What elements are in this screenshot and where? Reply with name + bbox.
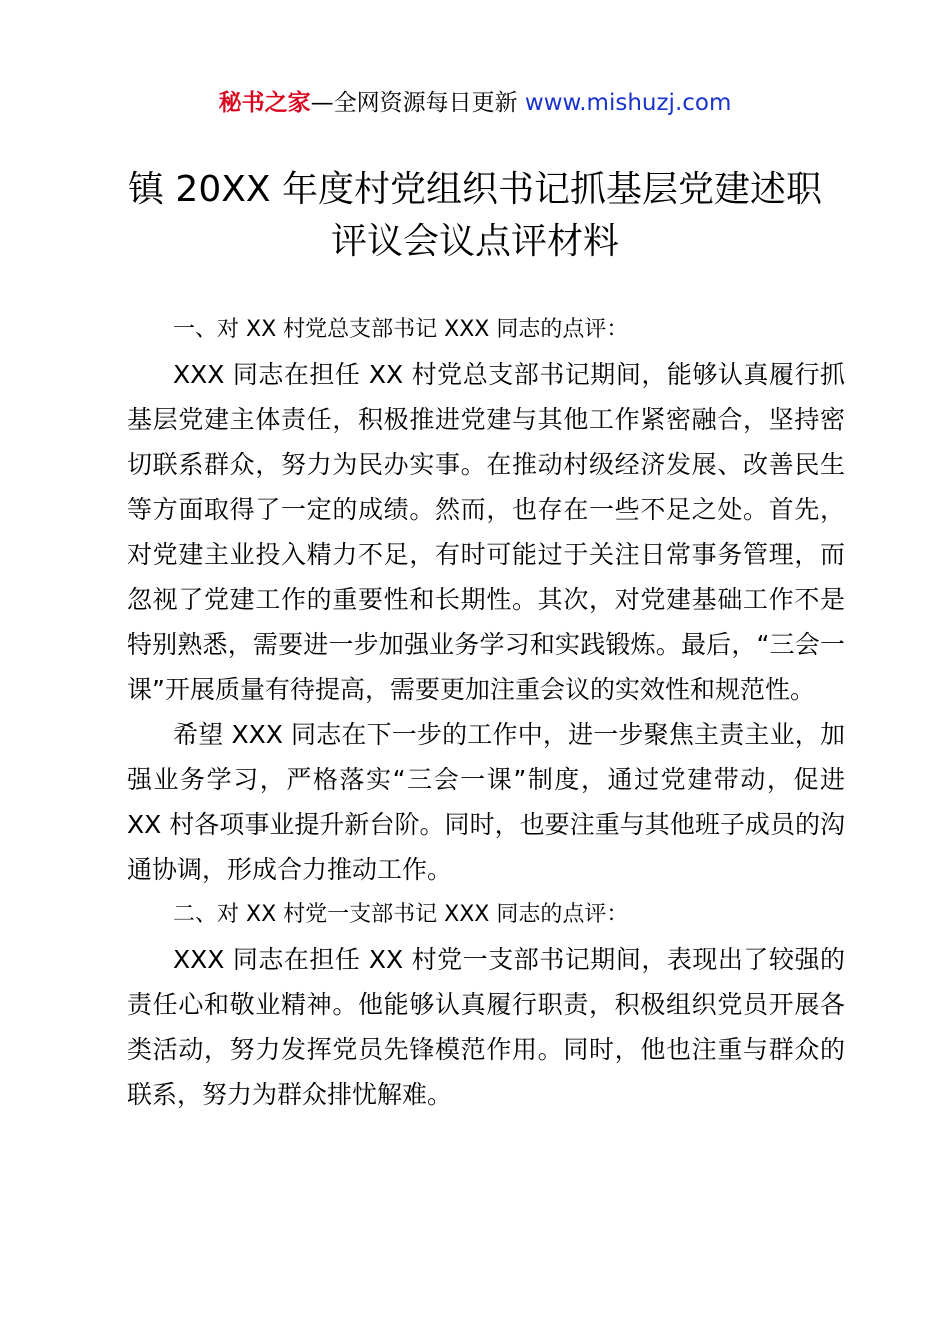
paragraph: 希望 XXX 同志在下一步的工作中，进一步聚焦主责主业，加强业务学习，严格落实“三会一课”制度，通过党建带动，促进 XX 村各项事业提升新台阶。同时，也要注重与其他班子成员的沟通协调，形成合力推动工作。 bbox=[127, 720, 845, 884]
section-heading: 二、对 XX 村党一支部书记 XXX 同志的点评： bbox=[173, 902, 629, 927]
document-title-line-1: 镇 20XX 年度村党组织书记抓基层党建述职 bbox=[127, 169, 823, 210]
paragraph: XXX 同志在担任 XX 村党一支部书记期间，表现出了较强的责任心和敬业精神。他能够认真履行职责，积极组织党员开展各类活动，努力发挥党员先锋模范作用。同时，他也注重与群众的联系，努力为群众排忧解难。 bbox=[127, 945, 845, 1109]
paragraph: XXX 同志在担任 XX 村党总支部书记期间，能够认真履行抓基层党建主体责任，积极推进党建与其他工作紧密融合，坚持密切联系群众，努力为民办实事。在推动村级经济发展、改善民生等方面取得了一定的成绩。然而，也存在一些不足之处。首先，对党建主业投入精力不足，有时可能过于关注日常事务管理，而忽视了党建工作的重要性和长期性。其次，对党建基础工作不是特别熟悉，需要进一步加强业务学习和实践锻炼。最后，“三会一课”开展质量有待提高，需要更加注重会议的实效性和规范性。 bbox=[127, 360, 845, 704]
site-url-link[interactable]: www.mishuzj.com bbox=[524, 90, 732, 116]
site-header bbox=[0, 86, 950, 120]
section-heading: 一、对 XX 村党总支部书记 XXX 同志的点评： bbox=[173, 317, 629, 342]
header-slogan: —全网资源每日更新 bbox=[310, 90, 525, 116]
document-body bbox=[127, 307, 845, 1117]
document-title-line-2: 评议会议点评材料 bbox=[330, 221, 619, 262]
document-title bbox=[100, 164, 850, 268]
brand-name: 秘书之家 bbox=[218, 90, 311, 116]
